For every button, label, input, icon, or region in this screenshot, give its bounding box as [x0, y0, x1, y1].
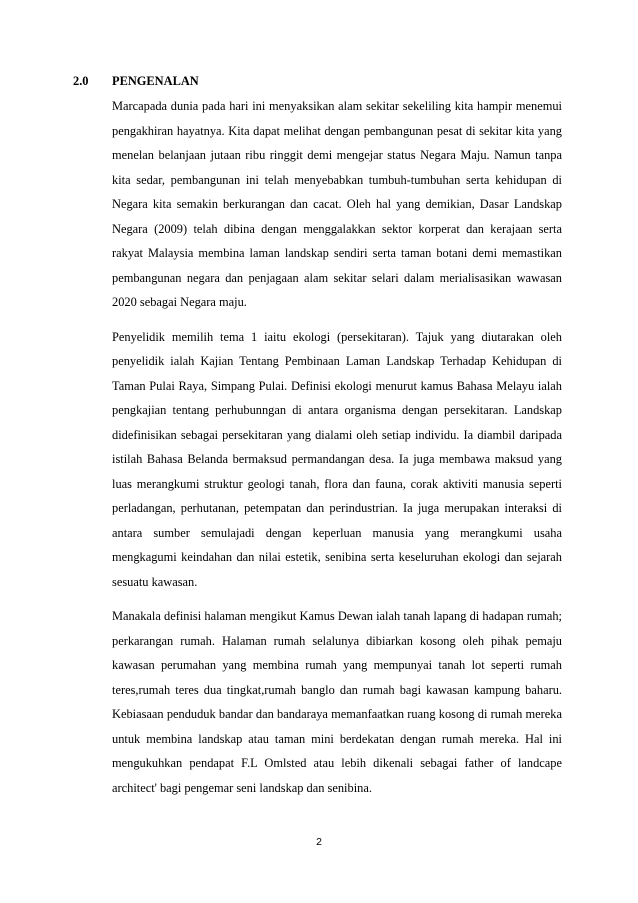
page-number: 2 [316, 836, 322, 848]
paragraph-definition: Manakala definisi halaman mengikut Kamus Dewan ialah tanah lapang di hadapan rumah; perkarangan rumah. Halaman rumah selalunya dibiarkan kosong oleh pihak pemaju kawasan perumahan yang membina rumah yang mempunyai tanah lot seperti rumah teres,rumah teres dua tingkat,rumah banglo dan rumah bagi kawasan kampung baharu. Kebiasaan penduduk bandar dan bandaraya memanfaatkan ruang kosong di rumah mereka untuk membina landskap atau taman mini berdekatan dengan rumah mereka. Hal ini mengukuhkan pendapat F.L Omlsted atau lebih dikenali sebagai father of landcape architect' bagi pengemar seni landskap dan senibina. [112, 609, 562, 795]
section-title: PENGENALAN [112, 74, 199, 88]
body-text [112, 94, 562, 810]
section-number: 2.0 [73, 74, 89, 88]
section-heading [0, 74, 638, 94]
paragraph-theme: Penyelidik memilih tema 1 iaitu ekologi (persekitaran). Tajuk yang diutarakan oleh penyelidik ialah Kajian Tentang Pembinaan Laman Landskap Terhadap Kehidupan di Taman Pulai Raya, Simpang Pulai. Definisi ekologi menurut kamus Bahasa Melayu ialah pengkajian tentang perhubunngan di antara organisma dengan persekitaran. Landskap didefinisikan sebagai persekitaran yang dialami oleh setiap individu. Ia diambil daripada istilah Bahasa Belanda bermaksud permandangan desa. Ia juga membawa maksud yang luas merangkumi struktur geologi tanah, flora dan fauna, corak aktiviti manusia seperti perladangan, perhutanan, petempatan dan perindustrian. Ia juga merupakan interaksi di antara sumber semulajadi dengan keperluan manusia yang merangkumi usaha mengkagumi keindahan dan nilai estetik, senibina serta keseluruhan ekologi dan sejarah sesuatu kawasan. [112, 329, 562, 589]
paragraph-intro: Marcapada dunia pada hari ini menyaksikan alam sekitar sekeliling kita hampir menemui pengakhiran hayatnya. Kita dapat melihat dengan pembangunan pesat di sekitar kita yang menelan belanjaan jutaan ribu ringgit demi mengejar status Negara Maju. Namun tanpa kita sedar, pembangunan ini telah menyebabkan tumbuh-tumbuhan serta kehidupan di Negara kita semakin berkurangan dan cacat. Oleh hal yang demikian, Dasar Landskap Negara (2009) telah dibina dengan menggalakkan sektor korperat dan kerajaan serta rakyat Malaysia membina laman landskap sendiri serta taman botani demi memastikan pembangunan negara dan penjagaan alam sekitar selari dalam merialisasikan wawasan 2020 sebagai Negara maju. [112, 99, 562, 309]
